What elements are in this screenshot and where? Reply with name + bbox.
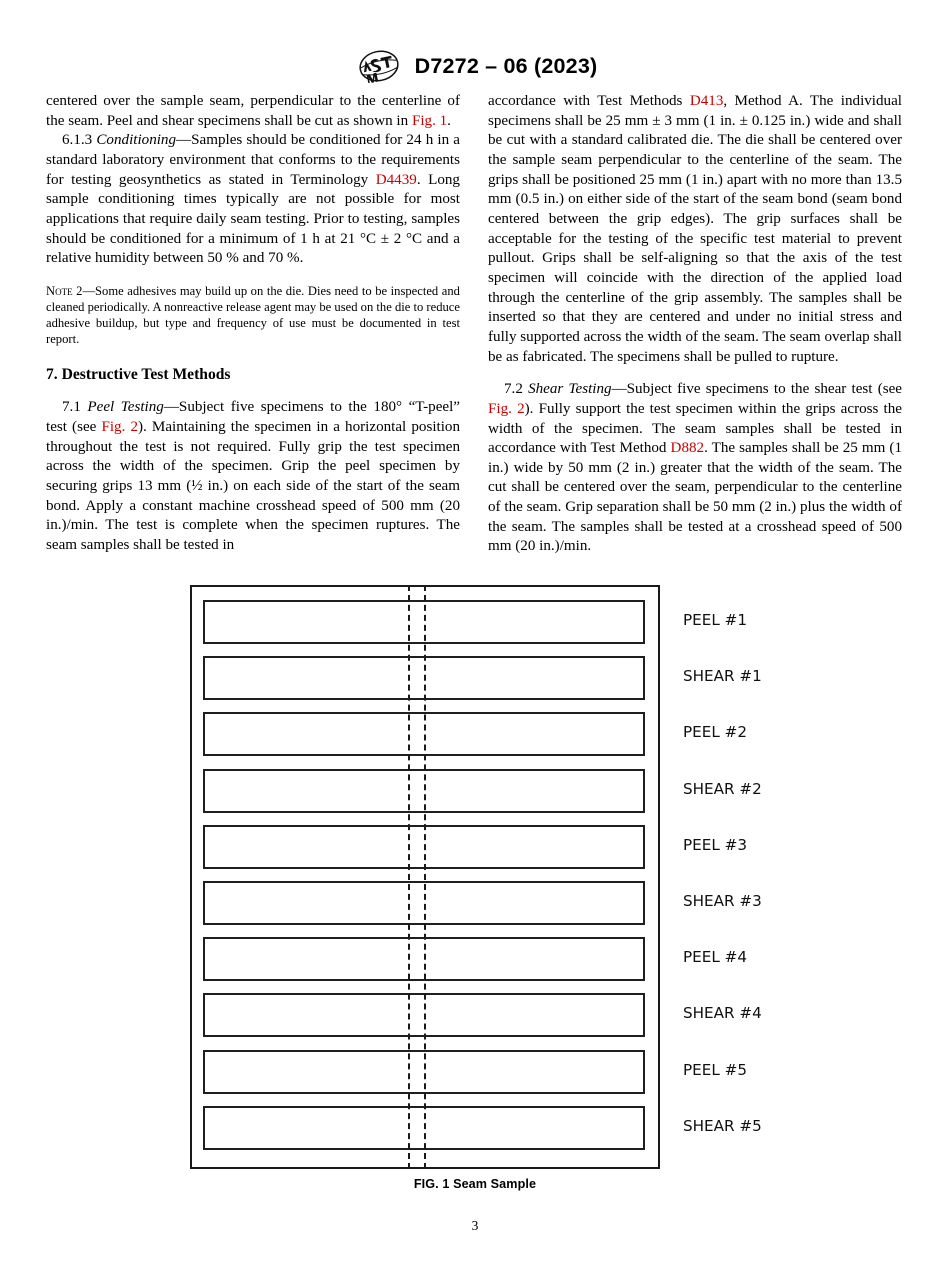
paragraph-continued-left <box>46 92 460 131</box>
figure-outer-frame <box>190 585 660 1169</box>
text-run: —Samples should be conditioned for 24 h in a standard laboratory environment that conforms to the requirements for testing geosynthetics as stated in Terminology <box>46 132 460 188</box>
figure-caption: FIG. 1 Seam Sample <box>413 1177 537 1191</box>
specimen-label: PEEL #3 <box>683 835 748 854</box>
spacer <box>488 367 902 380</box>
standard-reference-link[interactable]: D413 <box>689 93 724 109</box>
text-run: ). Fully support the test specimen within the grips across the width of the specimen. The seam samples shall be tested in accordance with Test Method <box>488 400 902 457</box>
specimen-label: PEEL #2 <box>683 723 748 742</box>
clause-number: 7.1 <box>62 399 88 416</box>
standard-reference-link[interactable]: D4439 <box>375 171 417 188</box>
spacer <box>46 385 460 398</box>
specimen-label: PEEL #1 <box>683 611 748 629</box>
document-designation: D7272 – 06 (2023) <box>414 53 598 78</box>
clause-number: 6.1.3 <box>62 132 97 149</box>
specimen-label: PEEL #5 <box>683 1060 748 1079</box>
text-run: accordance with Test Methods <box>488 93 690 109</box>
seam-line-right <box>424 585 426 1169</box>
text-run: . The samples shall be 25 mm (1 in.) wide by 50 mm (2 in.) greater that the width of the seam. The cut shall be centered over the seam, perpendicular to the centerline of the seam. Grip separation shall be 50 mm (2 in.) plus the width of the seam. The samples shall be tested at a crosshead speed of 500 mm (20 in.)/min. <box>488 440 902 555</box>
spacer <box>46 347 460 365</box>
specimen-label: SHEAR #3 <box>683 892 762 910</box>
specimen-label: PEEL #4 <box>683 948 748 967</box>
specimen-label: SHEAR #4 <box>683 1004 762 1023</box>
figure-reference-link[interactable]: Fig. 2 <box>488 400 525 417</box>
paragraph-6-1-3 <box>46 131 460 269</box>
standard-reference-link[interactable]: D882 <box>670 440 705 457</box>
clause-title: Conditioning <box>96 132 177 149</box>
paragraph-7-1 <box>46 398 460 555</box>
specimen-label: SHEAR #1 <box>683 667 762 686</box>
page-number: 3 <box>471 1218 479 1233</box>
text-run: —Subject five specimens to the 180° “T-peel” test (see <box>46 399 461 435</box>
note-2 <box>46 283 460 347</box>
text-run: —Some adhesives may build up on the die. Dies need to be inspected and cleaned periodically. A nonreactive release agent may be used on the die to reduce adhesive buildup, but type and frequency of use must be documented in test report. <box>46 283 460 347</box>
seam-line-left <box>408 585 410 1169</box>
clause-title: Peel Testing <box>87 399 164 416</box>
note-label: Note 2 <box>46 283 83 298</box>
paragraph-7-2 <box>488 380 902 557</box>
astm-logo-icon <box>353 49 405 83</box>
text-run: . Long sample conditioning times typically are not possible for most applications that require daily seam testing. Prior to testing, samples should be conditioned for a minimum of 1 h at 21 °C ± 2 °C and a relative humidity between 50 % and 70 %. <box>46 171 460 267</box>
clause-number: 7.2 <box>504 381 529 398</box>
section-heading-7: 7. Destructive Test Methods <box>46 366 231 384</box>
figure-label-column <box>683 585 883 1169</box>
text-run: . <box>447 112 451 129</box>
paragraph-continued-right <box>488 92 902 367</box>
specimen-label: SHEAR #2 <box>683 779 762 798</box>
specimen-label: SHEAR #5 <box>683 1116 762 1135</box>
clause-title: Shear Testing <box>528 381 612 398</box>
text-run: centered over the sample seam, perpendicular to the centerline of the seam. Peel and shear specimens shall be cut as shown in <box>46 93 460 129</box>
figure-reference-link[interactable]: Fig. 2 <box>101 418 139 435</box>
text-run: ). Maintaining the specimen in a horizontal position throughout the test is not required. Fully grip the test specimen across the width of the specimen. Grip the peel specimen by securing grips 13 mm (½ in.) on each side of the start of the seam bond. Apply a constant machine crosshead speed of 500 mm (20 in.)/min. The test is complete when the specimen ruptures. The seam samples shall be tested in <box>46 418 460 553</box>
right-column <box>488 92 902 557</box>
text-run: , Method A. The individual specimens shall be 25 mm ± 3 mm (1 in. ± 0.125 in.) wide and shall be cut with a standard calibrated die. The die shall be centered over the sample seam perpendicular to the centerline of the seam. The grips shall be positioned 25 mm (1 in.) apart with no more than 13.5 mm (0.5 in.) on either side of the start of the seam bond (seam bond centered between the grip edges). The grip surfaces shall be acceptable for the testing of the specific test material to prevent pullout. Grips shall be self-aligning so that the axis of the test specimen will coincide with the direction of the applied load through the centerline of the grip assembly. The samples shall be inserted so that they are centered and under no initial stress and fully supported across the width of the seam. The seam overlap shall be as fabricated. The specimens shall be pulled to rupture. <box>488 93 902 365</box>
text-run: —Subject five specimens to the shear test (see <box>611 381 902 398</box>
figure-reference-link[interactable]: Fig. 1 <box>411 112 448 129</box>
page-header <box>0 46 950 86</box>
left-column <box>46 92 460 556</box>
